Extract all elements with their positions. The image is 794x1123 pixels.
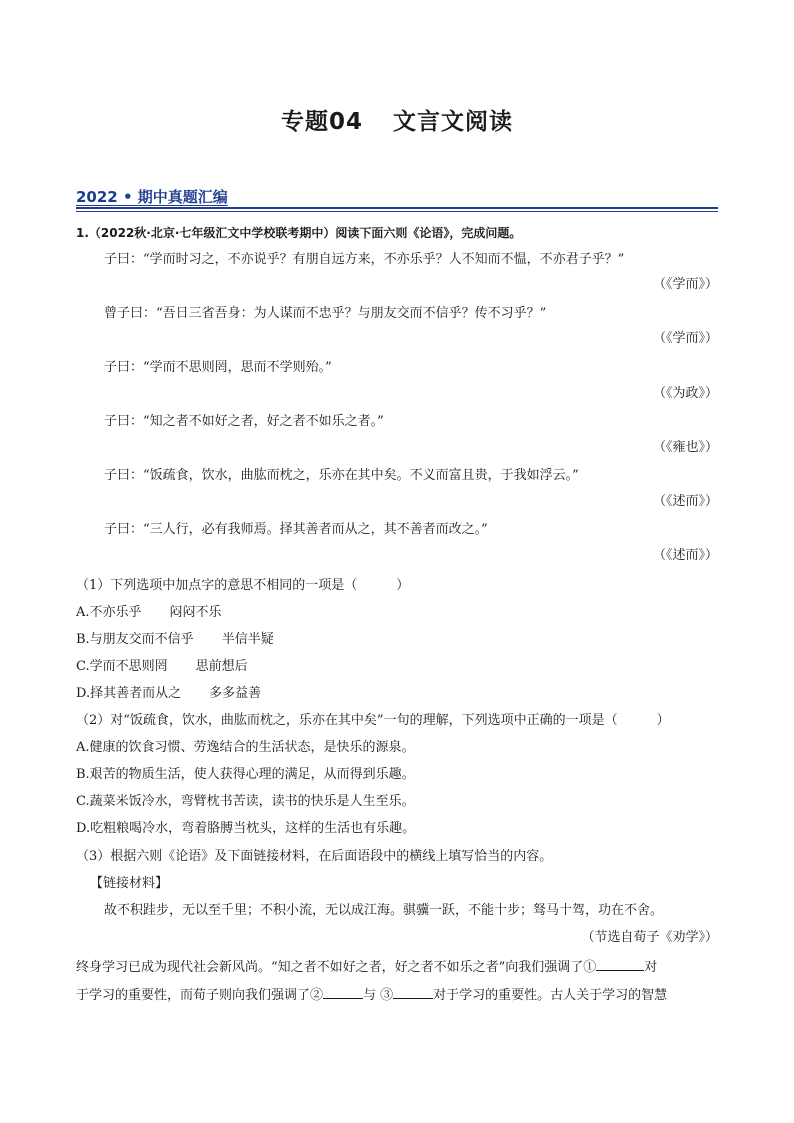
passage-source: （《学而》）: [652, 331, 718, 346]
passage-text: 曾子曰：“吾日三省吾身：为人谋而不忠乎？与朋友交而不信乎？传不习乎？”: [104, 306, 547, 321]
option-phrase: B.与朋友交而不信乎: [76, 632, 194, 647]
option-phrase: A.不亦乐乎: [76, 605, 142, 620]
q2-option-c[interactable]: C.蔬菜米饭冷水，弯臂枕书苦读，读书的快乐是人生至乐。: [76, 794, 415, 809]
material-source: （节选自荀子《劝学》）: [581, 930, 718, 945]
q1-option-b[interactable]: [76, 631, 718, 649]
q1-option-a[interactable]: [76, 604, 718, 622]
paragraph-text: 于学习的重要性，而荀子则向我们强调了②: [76, 988, 324, 1003]
passage-source: （《学而》）: [652, 277, 718, 292]
answer-paragraph-line-2: [76, 985, 718, 1005]
paragraph-text: 与 ③: [363, 988, 394, 1003]
answer-blank-1[interactable]: [596, 957, 644, 971]
material-label: 【链接材料】: [90, 876, 169, 891]
title-topic-name: 文言文阅读: [393, 109, 513, 135]
answer-blank-3[interactable]: [393, 985, 433, 999]
option-phrase: D.择其善者而从之: [76, 686, 182, 701]
material-text: 故不积跬步，无以至千里；不积小流，无以成江海。骐骥一跃，不能十步；驽马十驾，功在不舍。: [104, 903, 664, 918]
option-compare: 思前想后: [195, 659, 248, 674]
passage-source: （《述而》）: [652, 494, 718, 509]
answer-paragraph-line-1: [76, 957, 718, 977]
paragraph-text: 对: [644, 960, 658, 975]
q1-option-c[interactable]: [76, 658, 718, 676]
passage-text: 子曰：“学而时习之，不亦说乎？有朋自远方来，不亦乐乎？人不知而不愠，不亦君子乎？”: [104, 252, 625, 267]
q2-option-a[interactable]: A.健康的饮食习惯、劳逸结合的生活状态，是快乐的源泉。: [76, 740, 415, 755]
page-title: [0, 103, 794, 136]
option-compare: 闷闷不乐: [169, 605, 222, 620]
q1-option-d[interactable]: [76, 685, 718, 703]
answer-blank-2[interactable]: [323, 985, 363, 999]
section-rule: [76, 207, 718, 209]
q3-prompt: （3）根据六则《论语》及下面链接材料，在后面语段中的横线上填写恰当的内容。: [76, 849, 553, 864]
passage-text: 子曰：“饭疏食，饮水，曲肱而枕之，乐亦在其中矣。不义而富且贵，于我如浮云。”: [104, 468, 579, 483]
paragraph-text: 对于学习的重要性。古人关于学习的智慧: [433, 988, 668, 1003]
passage-source: （《雍也》）: [652, 440, 718, 455]
passage-text: 子曰：“学而不思则罔，思而不学则殆。”: [104, 360, 332, 375]
passage-text: 子曰：“三人行，必有我师焉。择其善者而从之，其不善者而改之。”: [104, 522, 488, 537]
question-header: 1.（2022秋·北京·七年级汇文中学校联考期中）阅读下面六则《论语》，完成问题。: [76, 226, 522, 240]
section-rule-thin: [76, 211, 718, 212]
passage-source: （《为政》）: [652, 386, 718, 401]
title-topic-number: 专题04: [280, 109, 363, 135]
option-compare: 多多益善: [209, 686, 262, 701]
q1-prompt: （1）下列选项中加点字的意思不相同的一项是（ ）: [76, 578, 410, 593]
q2-option-b[interactable]: B.艰苦的物质生活，使人获得心理的满足，从而得到乐趣。: [76, 767, 415, 782]
option-phrase: C.学而不思则罔: [76, 659, 168, 674]
passage-text: 子曰：“知之者不如好之者，好之者不如乐之者。”: [104, 414, 384, 429]
q2-prompt: （2）对“饭疏食，饮水，曲肱而枕之，乐亦在其中矣”一句的理解，下列选项中正确的一项是（ ）: [76, 713, 670, 728]
passage-source: （《述而》）: [652, 548, 718, 563]
section-header: [76, 186, 718, 210]
paragraph-text: 终身学习已成为现代社会新风尚。“知之者不如好之者，好之者不如乐之者”向我们强调了①: [76, 960, 597, 975]
q2-option-d[interactable]: D.吃粗粮喝冷水，弯着胳膊当枕头，这样的生活也有乐趣。: [76, 821, 416, 836]
option-compare: 半信半疑: [221, 632, 274, 647]
section-label: 2022 • 期中真题汇编: [76, 188, 228, 206]
